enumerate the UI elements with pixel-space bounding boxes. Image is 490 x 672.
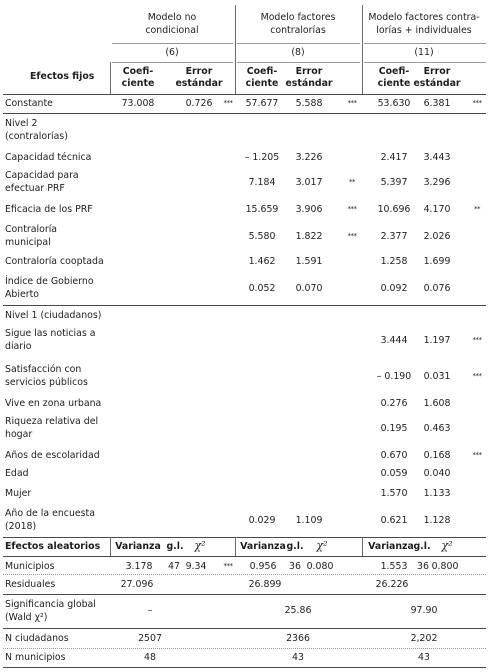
residual-variance: 27.096 — [120, 579, 154, 590]
coefficient-value: – 0.190 — [376, 371, 412, 382]
coefficient-value: 57.677 — [245, 98, 279, 109]
column-divider — [235, 537, 236, 556]
model3-title: lorías + individuales — [376, 25, 472, 36]
std-error-value: 3.017 — [295, 177, 323, 188]
random-row-label: Residuales — [5, 579, 56, 590]
rule-line — [3, 556, 486, 557]
significance-stars: ** — [349, 178, 355, 186]
random-effect-value: 36 — [289, 561, 301, 572]
wald-label: (Wald χ²) — [5, 612, 48, 623]
n-municipalities-value: 43 — [418, 652, 430, 663]
coefficient-value: 10.696 — [377, 204, 411, 215]
std-error-value: 5.588 — [295, 98, 323, 109]
coefficient-value: 0.052 — [248, 283, 276, 294]
n-municipalities-value: 43 — [292, 652, 304, 663]
error-header: estándar — [175, 78, 223, 89]
model2-title: contralorías — [270, 25, 326, 36]
n-citizens-value: 2507 — [138, 633, 162, 644]
coefficient-value: 2.377 — [380, 231, 408, 242]
n-municipalities-label: N municipios — [5, 652, 66, 663]
variance-header: Varianza — [368, 541, 414, 552]
coefficient-value: 1.258 — [380, 256, 408, 267]
column-divider — [235, 5, 236, 62]
chi2-header: χ² — [194, 539, 206, 552]
chi2-header: χ² — [441, 539, 453, 552]
coefficient-value: 5.397 — [380, 177, 408, 188]
coefficient-value: 0.195 — [380, 423, 408, 434]
row-label: Abierto — [5, 289, 40, 300]
random-effect-value: 47 — [168, 561, 180, 572]
coef-header: Coefi- — [122, 66, 154, 77]
std-error-value: 1.197 — [423, 335, 451, 346]
coef-header: ciente — [377, 78, 411, 89]
wald-value: 25.86 — [284, 605, 312, 616]
rule-line — [3, 667, 486, 668]
rule-line — [3, 648, 486, 649]
coefficient-value: 3.444 — [380, 335, 408, 346]
coefficient-value: 0.621 — [380, 515, 408, 526]
coefficient-value: – 1.205 — [244, 152, 280, 163]
row-label: Vive en zona urbana — [5, 398, 102, 409]
coefficient-value: 0.670 — [380, 450, 408, 461]
random-effect-value: 1.553 — [380, 561, 408, 572]
significance-stars: *** — [472, 336, 482, 344]
std-error-value: 1.608 — [423, 398, 451, 409]
row-label: Capacidad para — [5, 170, 79, 181]
row-label: Años de escolaridad — [5, 450, 100, 461]
coef-header: Coefi- — [378, 66, 410, 77]
error-header: Error — [185, 66, 213, 77]
std-error-value: 3.906 — [295, 204, 323, 215]
std-error-value: 0.076 — [423, 283, 451, 294]
std-error-value: 0.168 — [423, 450, 451, 461]
std-error-value: 1.822 — [295, 231, 323, 242]
coefficient-value: 0.059 — [380, 468, 408, 479]
std-error-value: 1.699 — [423, 256, 451, 267]
error-header: estándar — [413, 78, 461, 89]
std-error-value: 4.170 — [423, 204, 451, 215]
row-label: Contraloría cooptada — [5, 256, 104, 267]
significance-stars: *** — [347, 205, 357, 213]
coefficient-value: 0.029 — [248, 515, 276, 526]
row-label: efectuar PRF — [5, 183, 65, 194]
row-label: Nivel 2 — [5, 118, 38, 129]
coefficient-value: 0.276 — [380, 398, 408, 409]
model2-number: (8) — [291, 47, 305, 58]
random-effect-value: 9.34 — [185, 561, 207, 572]
column-divider — [362, 537, 363, 556]
std-error-value: 1.591 — [295, 256, 323, 267]
wald-value: 97.90 — [410, 605, 438, 616]
std-error-value: 3.226 — [295, 152, 323, 163]
random-effect-value: 3.178 — [125, 561, 153, 572]
row-label: Nivel 1 (ciudadanos) — [5, 310, 102, 321]
std-error-value: 6.381 — [423, 98, 451, 109]
significance-stars: *** — [223, 99, 233, 107]
row-label: Capacidad técnica — [5, 152, 92, 163]
row-label: servicios públicos — [5, 377, 88, 388]
rule-line — [3, 113, 486, 114]
coef-header: Coefi- — [246, 66, 278, 77]
row-label: (2018) — [5, 521, 37, 532]
column-divider — [362, 5, 363, 62]
rule-line — [112, 43, 233, 44]
coefficient-value: 73.008 — [121, 98, 155, 109]
row-label: Año de la encuesta — [5, 508, 95, 519]
rule-line — [3, 305, 486, 306]
model1-number: (6) — [165, 47, 179, 58]
residual-variance: 26.899 — [248, 579, 282, 590]
coef-header: ciente — [245, 78, 279, 89]
std-error-value: 1.133 — [423, 488, 451, 499]
model3-number: (11) — [414, 47, 434, 58]
row-label: Riqueza relativa del — [5, 416, 99, 427]
column-divider — [110, 537, 111, 556]
rule-line — [3, 628, 486, 629]
error-header: Error — [295, 66, 323, 77]
rule-line — [364, 43, 486, 44]
error-header: estándar — [285, 78, 333, 89]
row-label: Contraloría — [5, 224, 58, 235]
row-label: Eficacia de los PRF — [5, 204, 93, 215]
model1-title: Modelo no — [147, 12, 197, 23]
row-label: Constante — [5, 98, 53, 109]
row-label: Satisfacción con — [5, 364, 82, 375]
column-divider — [235, 62, 236, 94]
coefficient-value: 7.184 — [248, 177, 276, 188]
random-effect-value: 0.956 — [249, 561, 277, 572]
rule-line — [112, 62, 233, 63]
coefficient-value: 53.630 — [377, 98, 411, 109]
significance-stars: *** — [347, 232, 357, 240]
variance-header: Varianza — [240, 541, 286, 552]
rule-line — [3, 537, 486, 538]
coefficient-value: 15.659 — [245, 204, 279, 215]
coefficient-value: 1.570 — [380, 488, 408, 499]
column-divider — [110, 62, 111, 94]
row-label: hogar — [5, 429, 33, 440]
row-label: Índice de Gobierno — [5, 276, 94, 287]
coefficient-value: 5.580 — [248, 231, 276, 242]
model1-title: condicional — [145, 25, 199, 36]
coefficient-value: 0.092 — [380, 283, 408, 294]
rule-line — [237, 43, 360, 44]
std-error-value: 0.726 — [185, 98, 213, 109]
coef-header: ciente — [121, 78, 155, 89]
std-error-value: 0.040 — [423, 468, 451, 479]
row-label: (contralorías) — [5, 131, 68, 142]
row-label: Mujer — [5, 488, 32, 499]
std-error-value: 0.463 — [423, 423, 451, 434]
std-error-value: 1.128 — [423, 515, 451, 526]
model2-title: Modelo factores — [260, 12, 336, 23]
gl-header: g.l. — [166, 541, 184, 552]
std-error-value: 3.443 — [423, 152, 451, 163]
n-citizens-value: 2366 — [286, 633, 310, 644]
std-error-value: 1.109 — [295, 515, 323, 526]
chi2-header: χ² — [316, 539, 328, 552]
std-error-value: 0.070 — [295, 283, 323, 294]
wald-label: Significancia global — [5, 599, 96, 610]
row-label: Edad — [5, 468, 29, 479]
random-effects-header: Efectos aleatorios — [5, 541, 101, 552]
random-effect-value: 0.080 — [306, 561, 334, 572]
error-header: Error — [423, 66, 451, 77]
gl-header: g.l. — [286, 541, 304, 552]
rule-line — [364, 62, 486, 63]
significance-stars: *** — [472, 99, 482, 107]
gl-header: g.l. — [413, 541, 431, 552]
rule-line — [3, 594, 486, 595]
column-divider — [362, 62, 363, 94]
significance-stars: *** — [223, 562, 233, 570]
model3-title: Modelo factores contra- — [368, 12, 480, 23]
n-citizens-value: 2,202 — [410, 633, 438, 644]
n-municipalities-value: 48 — [144, 652, 156, 663]
significance-stars: ** — [474, 205, 480, 213]
wald-value: – — [147, 605, 153, 616]
variance-header: Varianza — [115, 541, 161, 552]
fixed-effects-header: Efectos fijos — [30, 71, 95, 82]
random-effect-value: 36 — [417, 561, 429, 572]
coefficient-value: 1.462 — [248, 256, 276, 267]
row-label: municipal — [5, 237, 51, 248]
std-error-value: 2.026 — [423, 231, 451, 242]
n-citizens-label: N ciudadanos — [5, 633, 69, 644]
row-label: Sigue las noticias a — [5, 328, 96, 339]
row-label: diario — [5, 341, 32, 352]
significance-stars: *** — [472, 451, 482, 459]
significance-stars: *** — [347, 99, 357, 107]
random-row-label: Municipios — [5, 561, 55, 572]
coefficient-value: 2.417 — [380, 152, 408, 163]
random-effect-value: 0.800 — [431, 561, 459, 572]
std-error-value: 3.296 — [423, 177, 451, 188]
rule-line — [3, 574, 486, 575]
significance-stars: *** — [472, 372, 482, 380]
std-error-value: 0.031 — [423, 371, 451, 382]
rule-line — [3, 94, 486, 95]
residual-variance: 26.226 — [375, 579, 409, 590]
rule-line — [237, 62, 360, 63]
